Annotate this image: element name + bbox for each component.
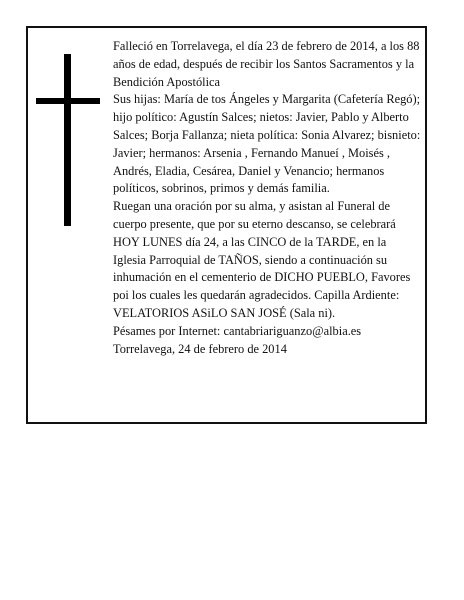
- notice-text: [113, 38, 421, 358]
- condolences-contact: Pésames por Internet: cantabriariguanzo@albia.es: [113, 323, 362, 338]
- death-notice: [26, 26, 427, 424]
- cross-horizontal-bar: [36, 98, 100, 104]
- death-announcement-paragraph: Falleció en Torrelavega, el día 23 de febrero de 2014, a los 88 años de edad, después de recibir los Santos Sacramentos y la Bendición Apostólica: [113, 39, 420, 89]
- cross-vertical-bar: [64, 54, 71, 226]
- funeral-details-paragraph: Ruegan una oración por su alma, y asistan al Funeral de cuerpo presente, que por su eterno descanso, se celebrará HOY LUNES día 24, a las CINCO de la TARDE, en la Iglesia Parroquial de TAÑOS, siendo a continuación su inhumación en el cementerio de DICHO PUEBLO, Favores poi los cuales les quedarán agradecidos. Capilla Ardiente: VELATORIOS ASiLO SAN JOSÉ (Sala ni).: [113, 199, 411, 320]
- cross-icon: [36, 54, 100, 226]
- family-paragraph: Sus hijas: María de tos Ángeles y Margarita (Cafetería Regó); hijo político: Agustín Salces; nietos: Javier, Pablo y Alberto Salces; Borja Fallanza; nieta política: Sonia Alvarez; bisnieto: Javier; hermanos: Arsenia , Fernando Manueí , Moisés , Andrés, Eladia, Cesárea, Daniel y Venancio; hermanos políticos, sobrinos, primos y demás familia.: [113, 92, 421, 196]
- notice-place-date: Torrelavega, 24 de febrero de 2014: [113, 341, 287, 356]
